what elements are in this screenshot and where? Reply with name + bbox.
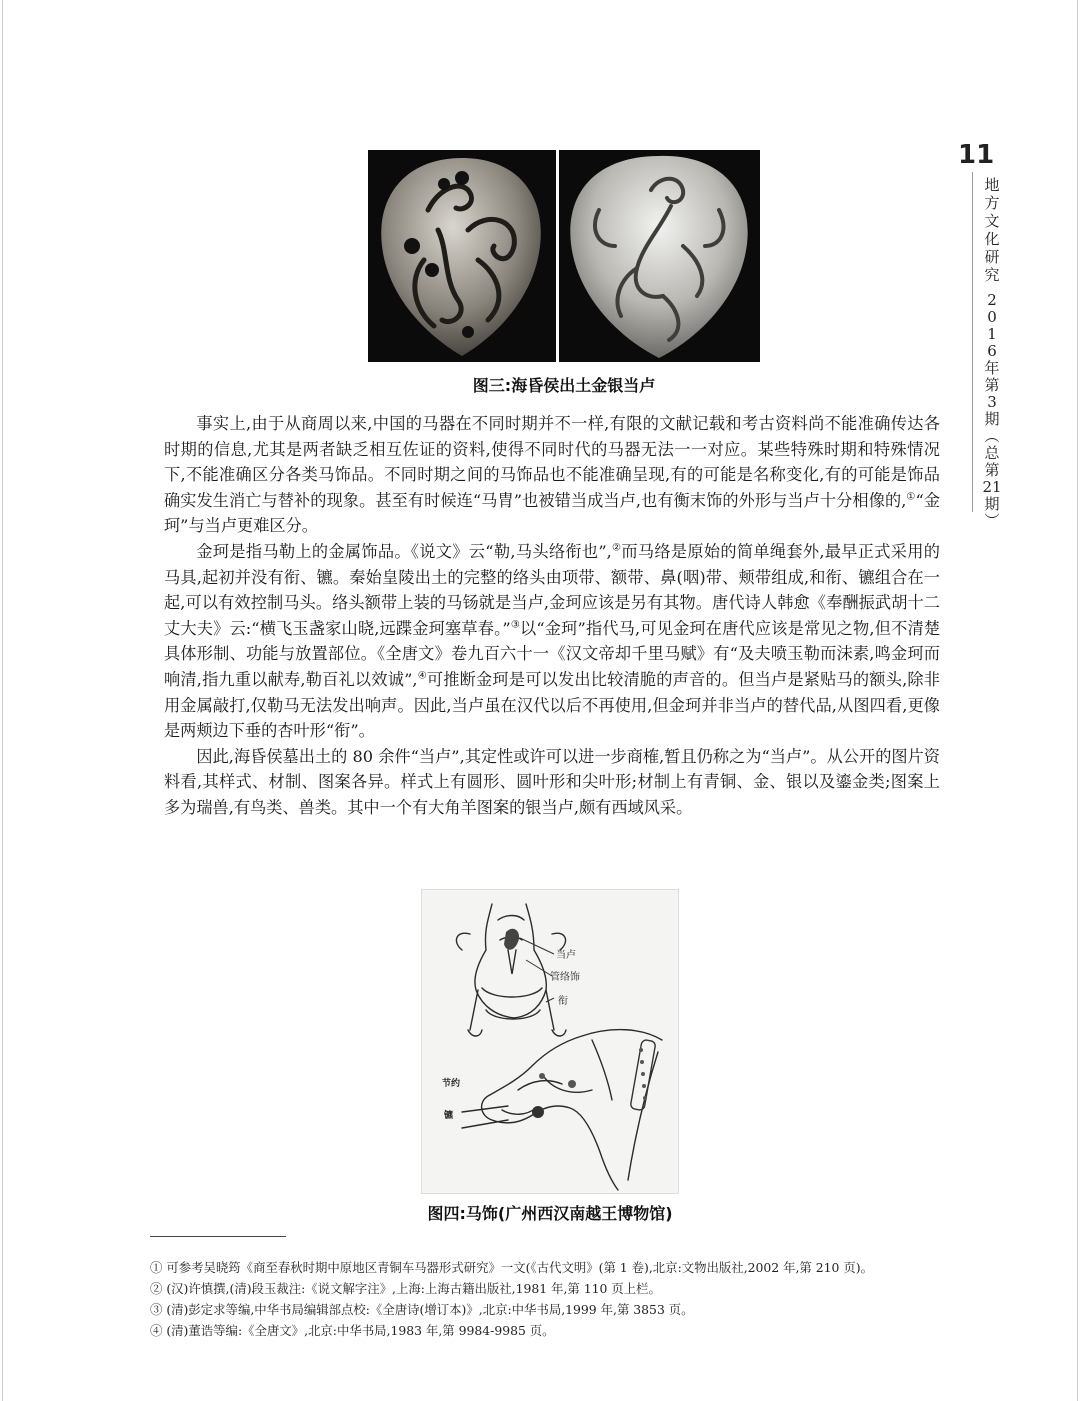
journal-issue: 2 0 1 6 年 第 3 期 ︵ 总 第 21 期 ︶	[982, 291, 1002, 530]
footnote-4: ④ (清)董诰等编:《全唐文》,北京:中华书局,1983 年,第 9984-9985 页。	[150, 1323, 555, 1338]
footnote-ref-4[interactable]: ④	[417, 670, 427, 682]
footnote-2: ② (汉)许慎撰,(清)段玉裁注:《说文解字注》,上海:上海古籍出版社,1981 年,第 110 页上栏。	[150, 1281, 661, 1296]
footnotes	[150, 1257, 950, 1341]
figure-3-caption: 图三:海昏侯出土金银当卢	[472, 376, 656, 395]
silver-danglu-photo	[559, 150, 760, 362]
paragraph-1: 事实上,由于从商周以来,中国的马器在不同时期并不一样,有限的文献记载和考古资料尚不能准确传达各时期的信息,尤其是两者缺乏相互佐证的资料,使得不同时代的马器无法一一对应。某些特殊时期和特殊情况下,不能准确区分各类马饰品。不同时期之间的马饰品也不能准确呈现,有的可能是名称变化,有的可能是饰品确实发生消亡与替补的现象。甚至有时候连“马胄”也被错当成当卢,也有衡末饰的外形与当卢十分相像的,①“金珂”与当卢更难区分。	[164, 414, 941, 536]
paragraph-2: 金珂是指马勒上的金属饰品。《说文》云“勒,马头络衔也”,②而马络是原始的简单绳套外,最早正式采用的马具,起初并没有衔、镳。秦始皇陵出土的完整的络头由项带、额带、鼻(咽)带、颊带组成,和衔、镳组合在一起,可以有效控制马头。络头额带上装的马钖就是当卢,金珂应该是另有其物。唐代诗人韩愈《奉酬振武胡十二丈大夫》云:“横飞玉盏家山晓,远蹀金珂塞草春。”③以“金珂”指代马,可见金珂在唐代应该是常见之物,但不清楚具体形制、功能与放置部位。《全唐文》卷九百六十一《汉文帝却千里马赋》有“及夫喷玉勒而沫素,鸣金珂而响清,指九重以献寿,勒百礼以效诚”,④可推断金珂是可以发出比较清脆的声音的。但当卢是紧贴马的额头,除非用金属敲打,仅勒马无法发出响声。因此,当卢虽在汉代以后不再使用,但金珂并非当卢的替代品,从图四看,更像是两颊边下垂的杏叶形“衔”。	[164, 541, 941, 741]
footnote-rule	[150, 1236, 286, 1237]
label-danglu: 当卢	[556, 950, 576, 961]
figure-4	[421, 889, 679, 1194]
footnote-ref-3[interactable]: ③	[510, 619, 520, 631]
page-number: 11	[958, 140, 995, 170]
footnote-3: ③ (清)彭定求等编,中华书局编辑部点校:《全唐诗(增订本)》,北京:中华书局,1999 年,第 3853 页。	[150, 1302, 694, 1317]
label-biao: 镳	[444, 1111, 454, 1121]
journal-name: 地 方 文 化 研 究	[984, 176, 1000, 284]
figure-3	[368, 150, 760, 362]
label-guanluoshi: 管络饰	[550, 972, 580, 983]
side-rule	[972, 172, 973, 512]
paragraph-3: 因此,海昏侯墓出土的 80 余件“当卢”,其定性或许可以进一步商榷,暂且仍称之为“当卢”。从公开的图片资料看,其样式、材制、图案各异。样式上有圆形、圆叶形和尖叶形;材制上有青铜、金、银以及鎏金类;图案上多为瑞兽,有鸟类、兽类。其中一个有大角羊图案的银当卢,颇有西域风采。	[164, 746, 940, 817]
gold-danglu-photo	[368, 150, 556, 362]
footnote-ref-2[interactable]: ②	[611, 542, 622, 554]
footnote-ref-1[interactable]: ①	[906, 491, 916, 503]
body-text	[164, 411, 940, 821]
label-jieyue: 节约	[442, 1079, 461, 1089]
label-xian: 衔	[558, 996, 568, 1007]
footnote-1: ① 可参考吴晓筠《商至春秋时期中原地区青铜车马器形式研究》一文(《古代文明》(第 1 卷),北京:文物出版社,2002 年,第 210 页)。	[150, 1260, 873, 1275]
figure-4-caption: 图四:马饰(广州西汉南越王博物馆)	[427, 1204, 673, 1223]
